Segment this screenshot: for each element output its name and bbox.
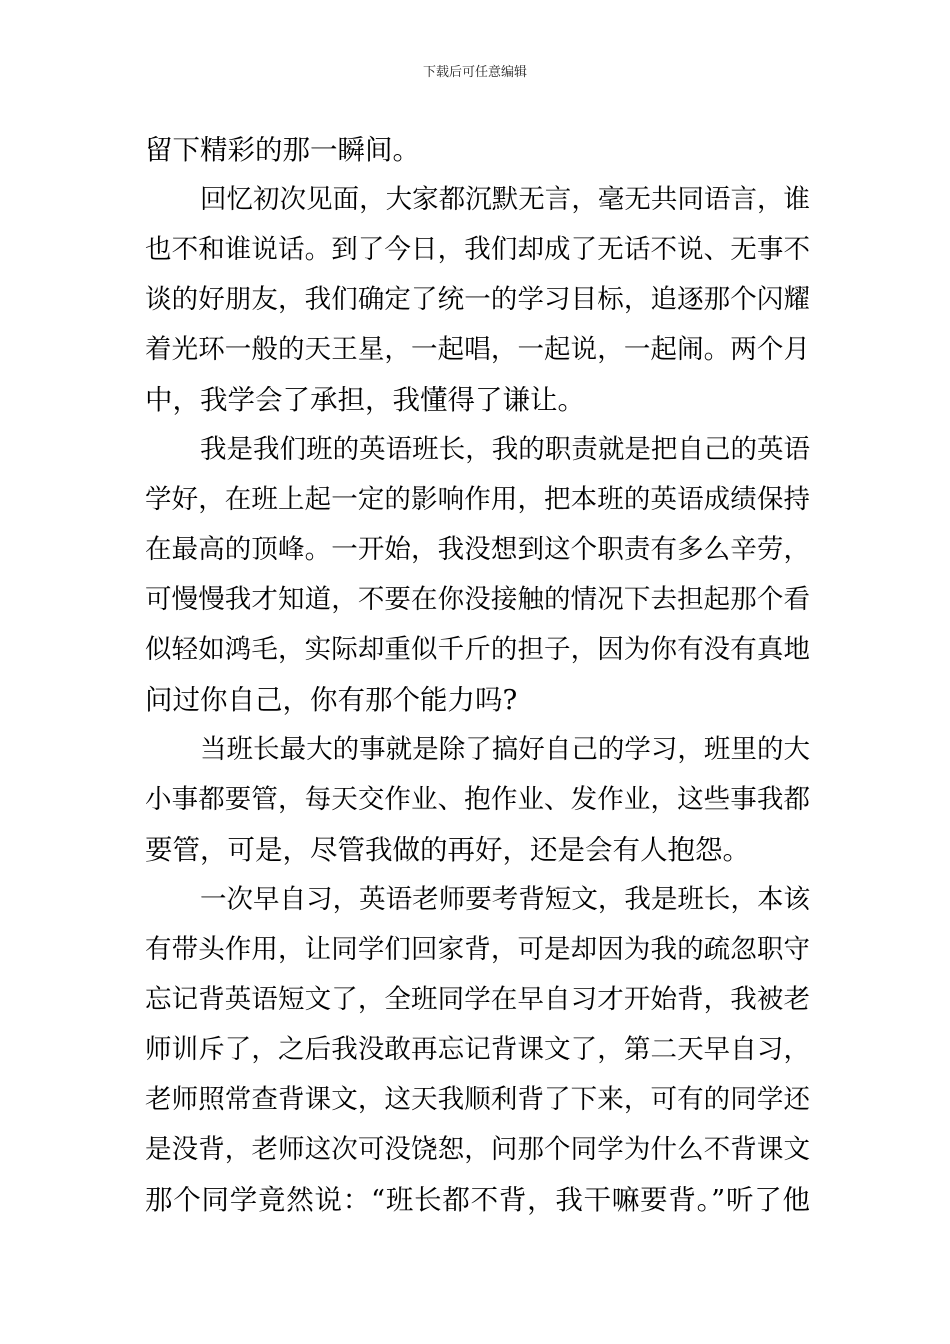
text-line: 似轻如鸿毛，实际却重似千斤的担子，因为你有没有真地 (145, 634, 810, 665)
text-line: 也不和谁说话。到了今日，我们却成了无话不说、无事不 (145, 234, 810, 265)
page-header: 下载后可任意编辑 (422, 65, 527, 80)
text-line: 可慢慢我才知道，不要在你没接触的情况下去担起那个看 (145, 584, 810, 615)
text-line: 谈的好朋友，我们确定了统一的学习目标，追逐那个闪耀 (145, 284, 810, 315)
paragraph-first-line: 一次早自习，英语老师要考背短文，我是班长，本该 (200, 884, 810, 915)
text-line: 那个同学竟然说：“班长都不背，我干嘛要背。”听了他 (145, 1184, 810, 1216)
text-line: 是没背，老师这次可没饶恕，问那个同学为什么不背课文 (145, 1134, 810, 1165)
text-line: 在最高的顶峰。一开始，我没想到这个职责有多么辛劳， (145, 534, 810, 565)
text-line: 中，我学会了承担，我懂得了谦让。 (145, 384, 585, 416)
text-line: 要管，可是，尽管我做的再好，还是会有人抱怨。 (145, 834, 750, 866)
text-line: 老师照常查背课文，这天我顺利背了下来，可有的同学还 (145, 1084, 810, 1115)
text-line: 着光环一般的天王星，一起唱，一起说，一起闹。两个月 (145, 334, 810, 365)
paragraph-first-line: 回忆初次见面，大家都沉默无言，毫无共同语言，谁 (200, 184, 810, 215)
text-line: 小事都要管，每天交作业、抱作业、发作业，这些事我都 (145, 784, 810, 815)
text-line: 问过你自己，你有那个能力吗? (145, 684, 518, 716)
paragraph-first-line: 我是我们班的英语班长，我的职责就是把自己的英语 (200, 434, 810, 465)
text-line: 师训斥了，之后我没敢再忘记背课文了，第二天早自习， (145, 1034, 810, 1065)
paragraph-first-line: 当班长最大的事就是除了搞好自己的学习，班里的大 (200, 734, 810, 765)
text-line: 忘记背英语短文了，全班同学在早自习才开始背，我被老 (145, 984, 810, 1015)
text-line: 有带头作用，让同学们回家背，可是却因为我的疏忽职守 (145, 934, 810, 965)
text-line: 留下精彩的那一瞬间。 (145, 134, 420, 166)
text-line: 学好，在班上起一定的影响作用，把本班的英语成绩保持 (145, 484, 810, 515)
